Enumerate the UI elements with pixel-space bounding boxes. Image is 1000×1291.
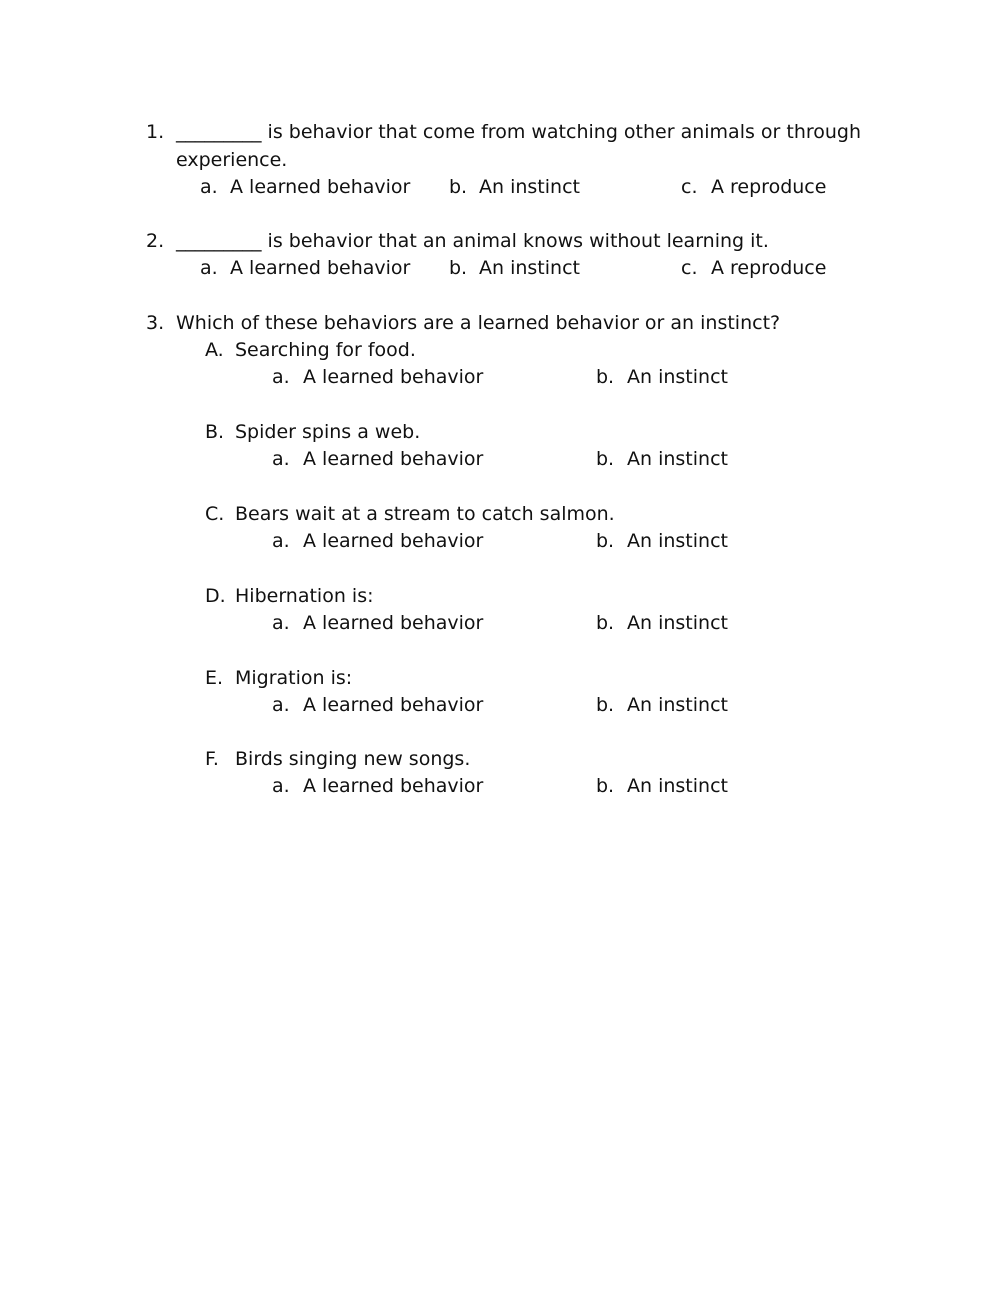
option-letter: b. — [596, 612, 615, 634]
option-label: A learned behavior — [303, 694, 484, 716]
option-letter: b. — [449, 176, 468, 198]
sub-question-text: Bears wait at a stream to catch salmon. — [235, 503, 615, 525]
question-text-continued: experience. — [176, 149, 288, 171]
sub-question-text: Birds singing new songs. — [235, 748, 471, 770]
option-label: A learned behavior — [230, 257, 411, 279]
option-label: An instinct — [627, 612, 728, 634]
sub-question-letter: D. — [205, 585, 226, 607]
option-label: An instinct — [479, 176, 580, 198]
option-label: A learned behavior — [303, 530, 484, 552]
option-label: A reproduce — [711, 257, 827, 279]
option-letter: b. — [449, 257, 468, 279]
option-letter: a. — [272, 612, 290, 634]
option-label: A learned behavior — [303, 448, 484, 470]
option-label: A learned behavior — [303, 775, 484, 797]
question-number: 3. — [146, 312, 165, 334]
question-text: _________ is behavior that an animal knows without learning it. — [176, 230, 769, 252]
question-text: _________ is behavior that come from watching other animals or through — [176, 121, 862, 143]
option-letter: b. — [596, 448, 615, 470]
question-number: 1. — [146, 121, 165, 143]
option-label: An instinct — [627, 775, 728, 797]
option-label: A learned behavior — [303, 366, 484, 388]
sub-question-text: Hibernation is: — [235, 585, 374, 607]
option-letter: b. — [596, 694, 615, 716]
sub-question-letter: F. — [205, 748, 219, 770]
option-letter: b. — [596, 530, 615, 552]
option-letter: b. — [596, 775, 615, 797]
option-letter: a. — [200, 257, 218, 279]
option-letter: a. — [272, 694, 290, 716]
option-letter: a. — [272, 448, 290, 470]
option-letter: a. — [272, 775, 290, 797]
sub-question-letter: C. — [205, 503, 225, 525]
option-letter: a. — [272, 530, 290, 552]
option-label: An instinct — [627, 694, 728, 716]
option-letter: a. — [272, 366, 290, 388]
question-text: Which of these behaviors are a learned behavior or an instinct? — [176, 312, 781, 334]
option-label: An instinct — [479, 257, 580, 279]
option-label: An instinct — [627, 448, 728, 470]
option-label: An instinct — [627, 530, 728, 552]
sub-question-text: Searching for food. — [235, 339, 416, 361]
option-letter: a. — [200, 176, 218, 198]
question-number: 2. — [146, 230, 165, 252]
option-label: A learned behavior — [303, 612, 484, 634]
option-letter: c. — [681, 176, 698, 198]
sub-question-text: Spider spins a web. — [235, 421, 421, 443]
option-label: An instinct — [627, 366, 728, 388]
option-label: A reproduce — [711, 176, 827, 198]
sub-question-letter: B. — [205, 421, 225, 443]
sub-question-letter: A. — [205, 339, 224, 361]
sub-question-text: Migration is: — [235, 667, 353, 689]
option-letter: c. — [681, 257, 698, 279]
sub-question-letter: E. — [205, 667, 224, 689]
option-letter: b. — [596, 366, 615, 388]
option-label: A learned behavior — [230, 176, 411, 198]
